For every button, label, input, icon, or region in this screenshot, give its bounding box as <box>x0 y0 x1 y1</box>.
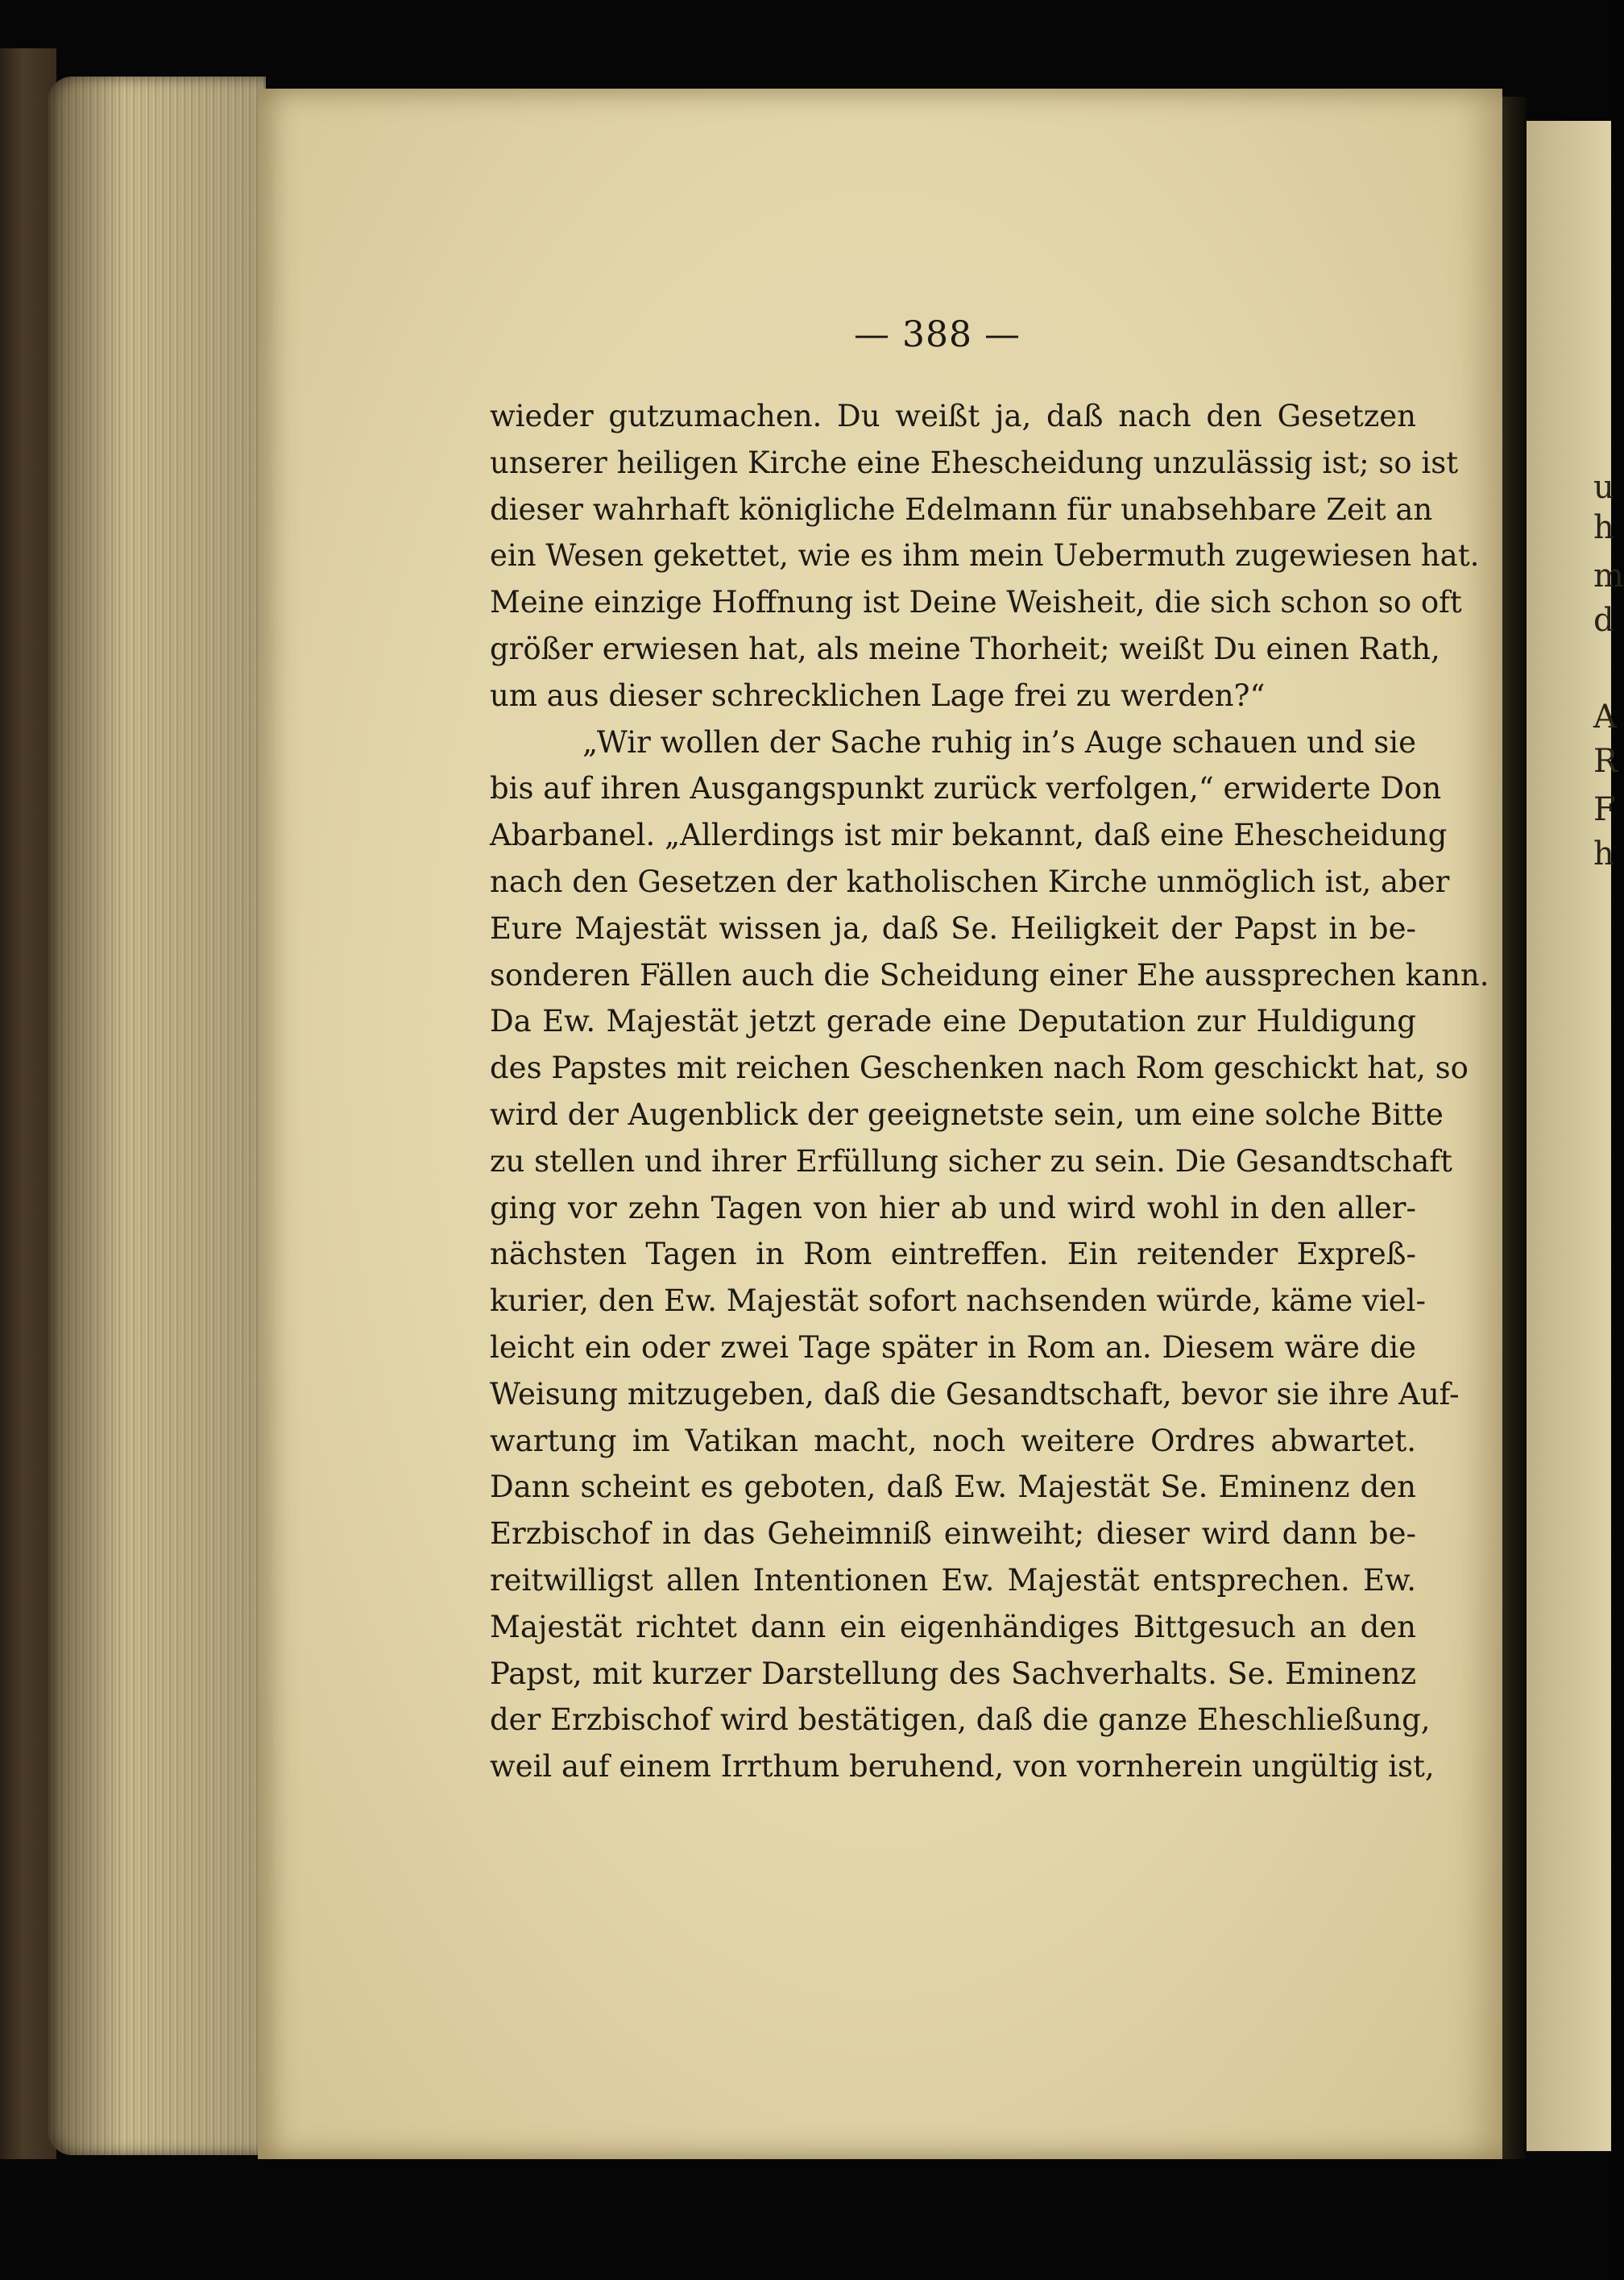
text-line: um aus dieser schrecklichen Lage frei zu werden?“ <box>490 678 1266 713</box>
text-line: größer erwiesen hat, als meine Thorheit; weißt Du einen Rath, <box>490 631 1440 666</box>
next-page-fragment: A <box>1593 699 1617 736</box>
next-page-edge <box>1527 121 1611 2151</box>
text-line: Majestät richtet dann ein eigenhändiges Bittgesuch an den <box>490 1609 1416 1644</box>
next-page-fragment: d <box>1593 602 1614 639</box>
text-line: wartung im Vatikan macht, noch weitere Ordres abwartet. <box>490 1423 1416 1458</box>
next-page-fragment: m <box>1593 558 1624 595</box>
page-gutter <box>1502 97 1527 2159</box>
text-line: weil auf einem Irrthum beruhend, von vornherein ungültig ist, <box>490 1749 1435 1785</box>
text-line: Da Ew. Majestät jetzt gerade eine Deputation zur Huldigung <box>490 1004 1416 1039</box>
text-line: zu stellen und ihrer Erfüllung sicher zu sein. Die Gesandtschaft <box>490 1143 1452 1179</box>
text-line: ging vor zehn Tagen von hier ab und wird wohl in den aller- <box>490 1190 1416 1225</box>
text-line: wieder gutzumachen. Du weißt ja, daß nach den Gesetzen <box>490 399 1416 433</box>
text-line: nach den Gesetzen der katholischen Kirche unmöglich ist, aber <box>490 864 1450 899</box>
text-line: „Wir wollen der Sache ruhig in’s Auge schauen und sie <box>582 724 1416 760</box>
text-line: ein Wesen gekettet, wie es ihm mein Uebermuth zugewiesen hat. <box>490 538 1480 574</box>
next-page-fragment: F <box>1593 791 1616 828</box>
text-line: sonderen Fällen auch die Scheidung einer Ehe aussprechen kann. <box>490 957 1489 993</box>
page-body-text <box>490 393 1489 1790</box>
next-page-fragment: h <box>1593 509 1614 546</box>
text-line: wird der Augenblick der geeignetste sein, um eine solche Bitte <box>490 1096 1444 1132</box>
text-line: des Papstes mit reichen Geschenken nach Rom geschickt hat, so <box>490 1051 1469 1086</box>
text-line: Abarbanel. „Allerdings ist mir bekannt, daß eine Ehescheidung <box>490 818 1448 853</box>
text-line: Dann scheint es geboten, daß Ew. Majestät Se. Eminenz den <box>490 1470 1416 1505</box>
text-line: nächsten Tagen in Rom eintreffen. Ein reitender Expreß- <box>490 1237 1416 1272</box>
text-line: Eure Majestät wissen ja, daß Se. Heiligkeit der Papst in be- <box>490 910 1416 946</box>
next-page-fragment: u <box>1593 469 1614 506</box>
text-line: unserer heiligen Kirche eine Ehescheidung unzulässig ist; so ist <box>490 445 1459 480</box>
text-line: reitwilligst allen Intentionen Ew. Majestät entsprechen. Ew. <box>490 1562 1416 1598</box>
text-line: bis auf ihren Ausgangspunkt zurück verfolgen,“ erwiderte Don <box>490 771 1442 806</box>
text-line: kurier, den Ew. Majestät sofort nachsenden würde, käme viel- <box>490 1283 1427 1319</box>
text-line: Meine einzige Hoffnung ist Deine Weisheit, die sich schon so oft <box>490 585 1462 620</box>
next-page-fragment: h <box>1593 835 1614 873</box>
text-line: Papst, mit kurzer Darstellung des Sachverhalts. Se. Eminenz <box>490 1656 1416 1691</box>
text-line: Weisung mitzugeben, daß die Gesandtschaft, bevor sie ihre Auf- <box>490 1376 1460 1412</box>
text-line: der Erzbischof wird bestätigen, daß die ganze Eheschließung, <box>490 1702 1431 1738</box>
page-number-header: — 388 — <box>854 314 1021 355</box>
text-line: dieser wahrhaft königliche Edelmann für unabsehbare Zeit an <box>490 491 1433 527</box>
text-line: leicht ein oder zwei Tage später in Rom an. Diesem wäre die <box>490 1329 1416 1365</box>
text-line: Erzbischof in das Geheimniß einweiht; dieser wird dann be- <box>490 1516 1416 1552</box>
next-page-fragment: R <box>1593 743 1618 780</box>
page-edges <box>48 77 266 2155</box>
